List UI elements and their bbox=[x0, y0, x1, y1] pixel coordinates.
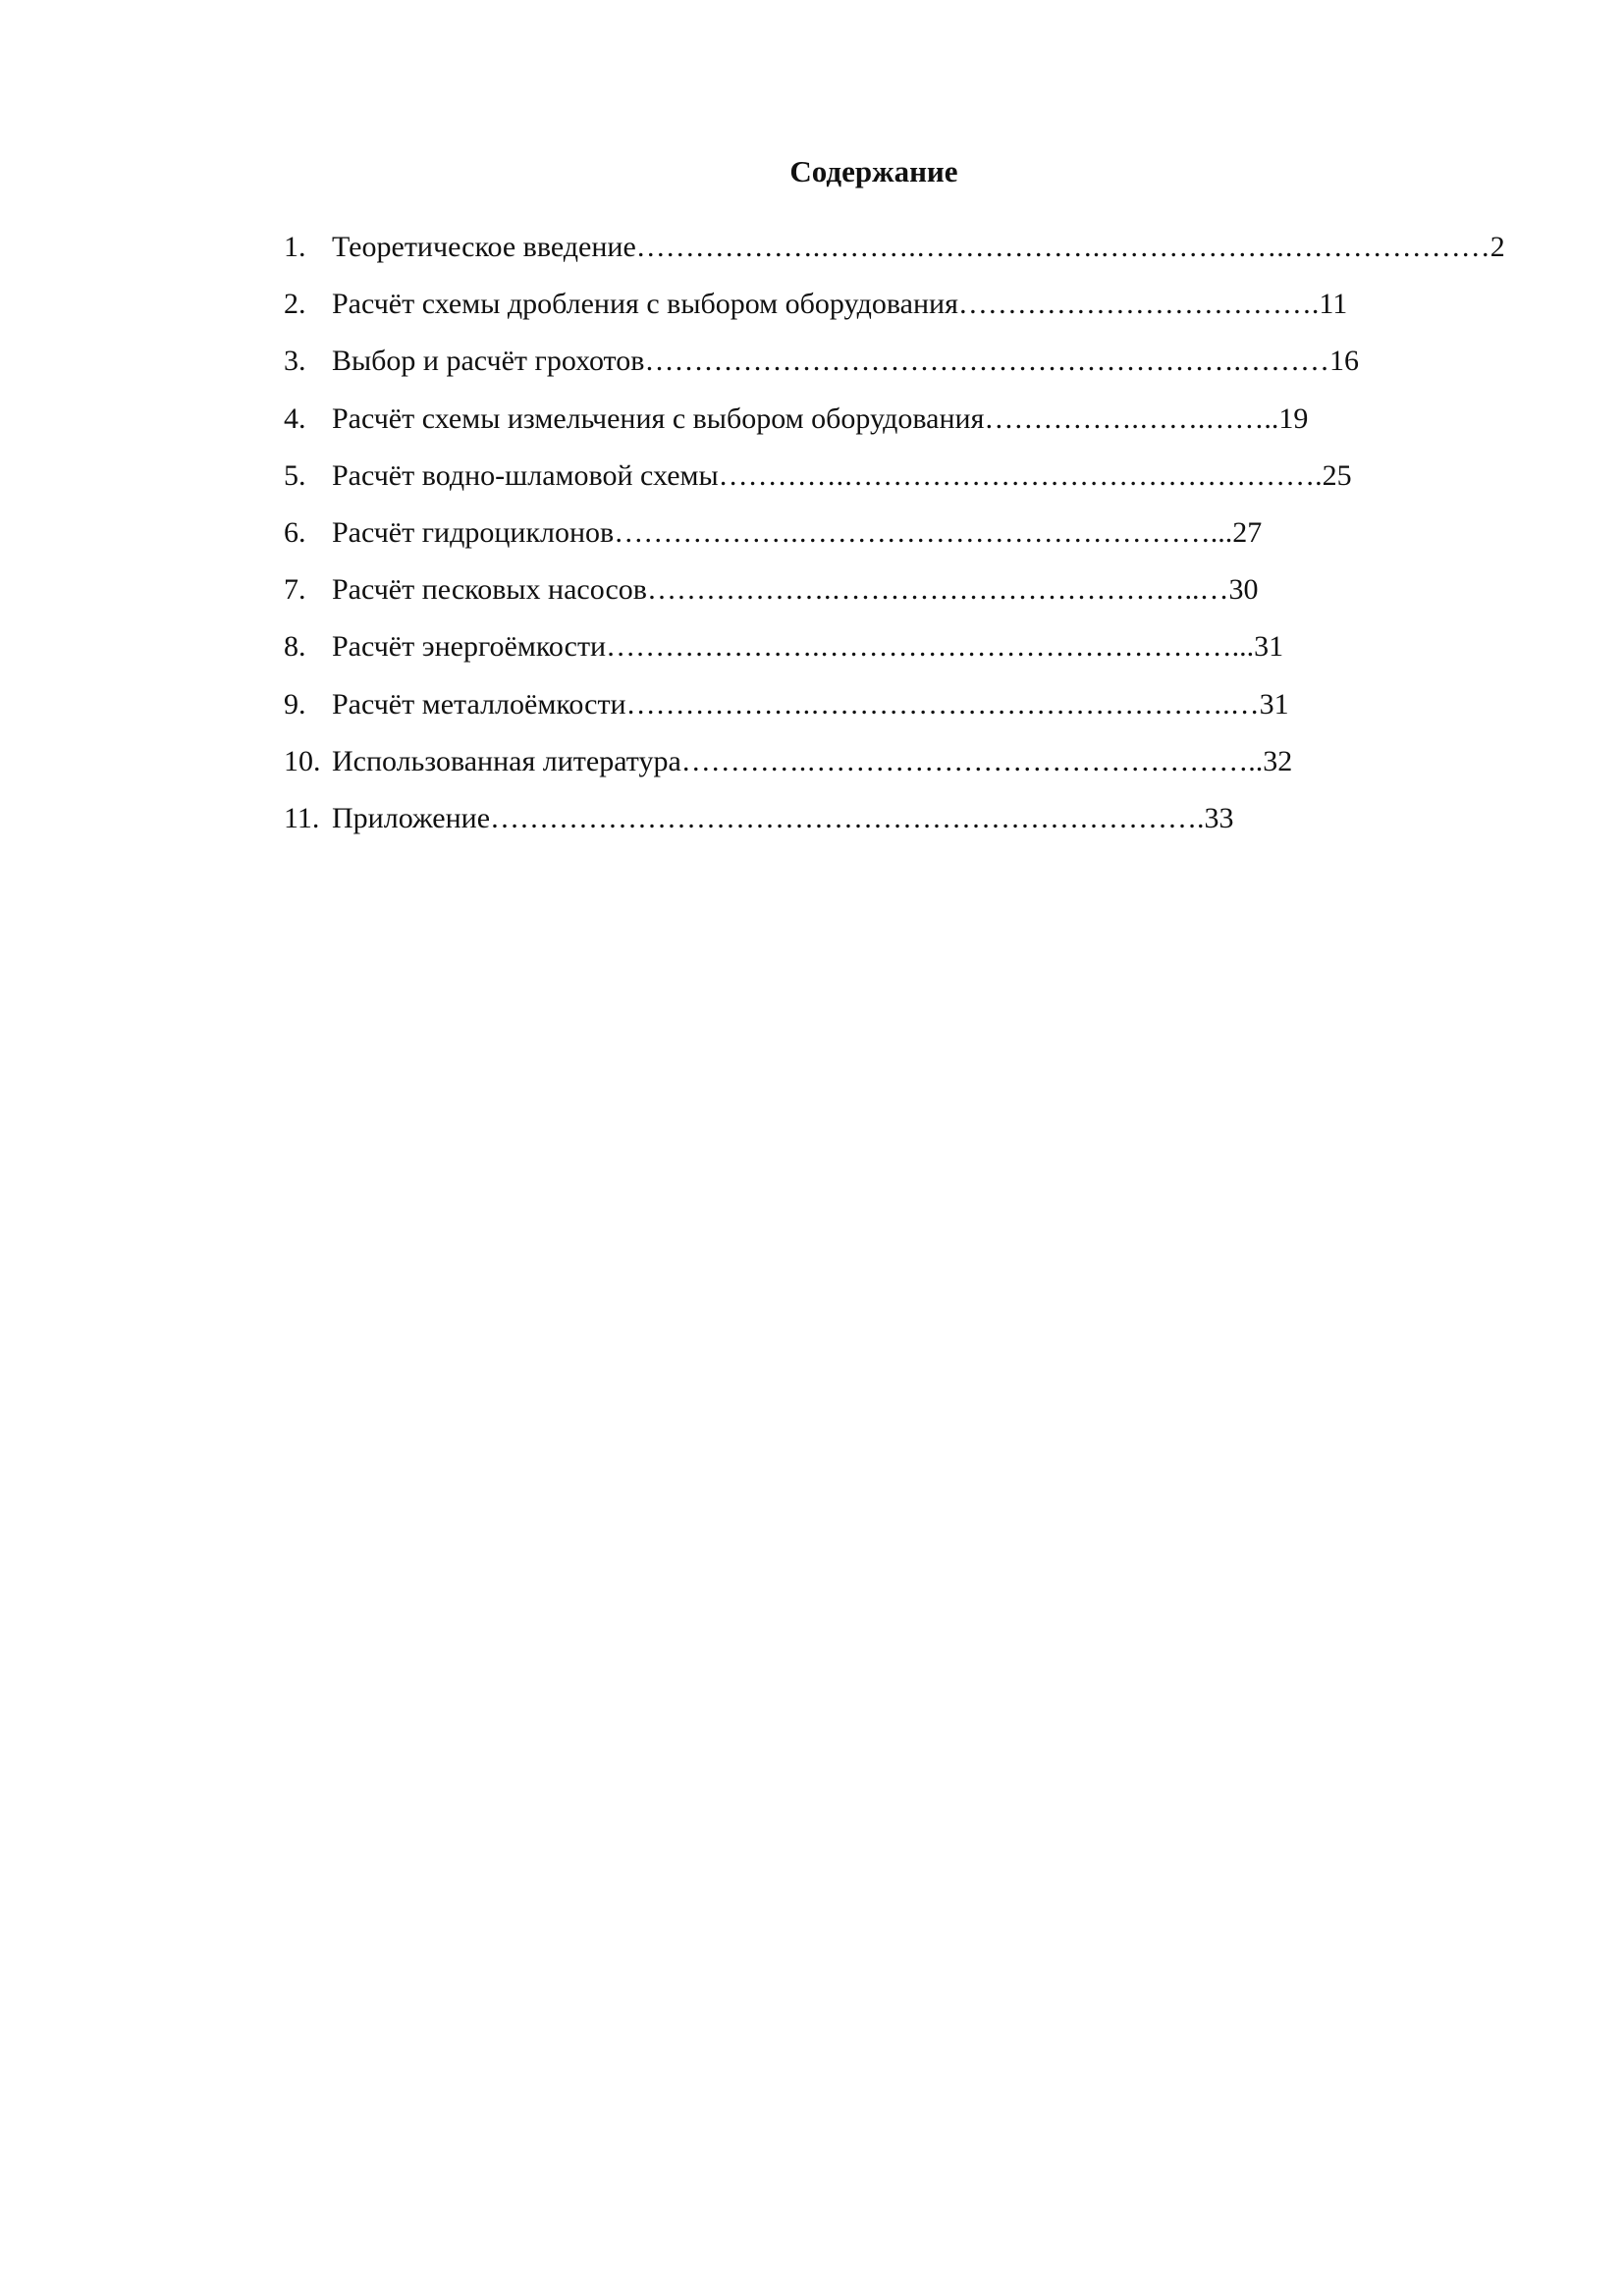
toc-entry-page: 31 bbox=[1254, 630, 1284, 664]
toc-entry-number: 9. bbox=[284, 687, 306, 721]
toc-entry-leader: ………….……………………………………….. bbox=[680, 744, 1264, 777]
toc-entry-leader: ………………….……………………………………... bbox=[606, 630, 1255, 664]
toc-entry bbox=[284, 283, 1505, 340]
toc-entry-page: 32 bbox=[1263, 744, 1293, 777]
toc-entry-page: 11 bbox=[1319, 288, 1348, 321]
toc-entry-title: Выбор и расчёт грохотов bbox=[332, 345, 645, 378]
toc-entry-number: 5. bbox=[284, 458, 306, 492]
toc-entry-leader: …………………………………………………….……… bbox=[644, 345, 1329, 378]
toc-entry-title: Расчёт гидроциклонов bbox=[332, 515, 615, 549]
toc-entry-leader: ………….…………………………………………. bbox=[718, 458, 1323, 492]
toc-entry bbox=[284, 797, 1505, 854]
toc-entry bbox=[284, 340, 1505, 397]
toc-entry-number: 8. bbox=[284, 630, 306, 664]
toc-entry-page: 2 bbox=[1489, 231, 1505, 263]
toc-entry-title: Расчёт водно-шламовой схемы bbox=[332, 458, 719, 492]
toc-entry-number: 2. bbox=[284, 288, 306, 321]
toc-entry-page: 30 bbox=[1228, 573, 1259, 607]
toc-entry bbox=[284, 625, 1505, 682]
toc-entry-page: 19 bbox=[1278, 401, 1309, 435]
toc-entry bbox=[284, 226, 1505, 283]
toc-entry-number: 4. bbox=[284, 401, 306, 435]
toc-entry-title: Расчёт схемы измельчения с выбором оборудования bbox=[332, 401, 985, 435]
toc-entry bbox=[284, 398, 1505, 454]
toc-entry-leader: …………….…….…….. bbox=[984, 401, 1279, 435]
toc-entry-leader: ………………………………. bbox=[957, 288, 1320, 321]
toc-entry-leader: ……………….…………………………………….… bbox=[625, 687, 1260, 721]
toc-entry bbox=[284, 454, 1505, 511]
toc-entry bbox=[284, 568, 1505, 625]
toc-entry-number: 3. bbox=[284, 345, 306, 378]
toc-entry-title: Расчёт энергоёмкости bbox=[332, 630, 607, 664]
toc-entry-title: Приложение bbox=[332, 801, 491, 834]
toc-entry-page: 16 bbox=[1328, 345, 1359, 378]
toc-entry bbox=[284, 683, 1505, 740]
toc-entry-page: 25 bbox=[1322, 458, 1352, 492]
toc-entry-leader: ……………….……………………………………... bbox=[614, 515, 1233, 549]
toc-entry-leader: ………………………………………………………………. bbox=[490, 801, 1205, 834]
toc-entry bbox=[284, 740, 1505, 797]
toc-entry-number: 7. bbox=[284, 573, 306, 607]
toc-entry-page: 27 bbox=[1232, 515, 1263, 549]
toc-entry bbox=[284, 511, 1505, 568]
toc-entry-title: Теоретическое введение bbox=[332, 231, 636, 263]
toc-entry-title: Расчёт металлоёмкости bbox=[332, 687, 626, 721]
toc-entry-page: 33 bbox=[1204, 801, 1234, 834]
toc-entry-leader: ……………….………………………………..… bbox=[646, 573, 1229, 607]
toc-entry-number: 1. bbox=[284, 231, 306, 263]
toc-entry-title: Использованная литература bbox=[332, 744, 681, 777]
toc-entry-number: 11. bbox=[284, 801, 320, 834]
toc-entry-number: 6. bbox=[284, 515, 306, 549]
toc-list bbox=[284, 226, 1505, 854]
toc-entry-title: Расчёт песковых насосов bbox=[332, 573, 647, 607]
toc-entry-title: Расчёт схемы дробления с выбором оборудования bbox=[332, 288, 958, 321]
toc-title: Содержание bbox=[789, 154, 958, 188]
toc-entry-page: 31 bbox=[1259, 687, 1289, 721]
toc-entry-leader: ……………….……….……………….……………….………………… bbox=[635, 231, 1490, 263]
toc-entry-number: 10. bbox=[284, 744, 321, 777]
